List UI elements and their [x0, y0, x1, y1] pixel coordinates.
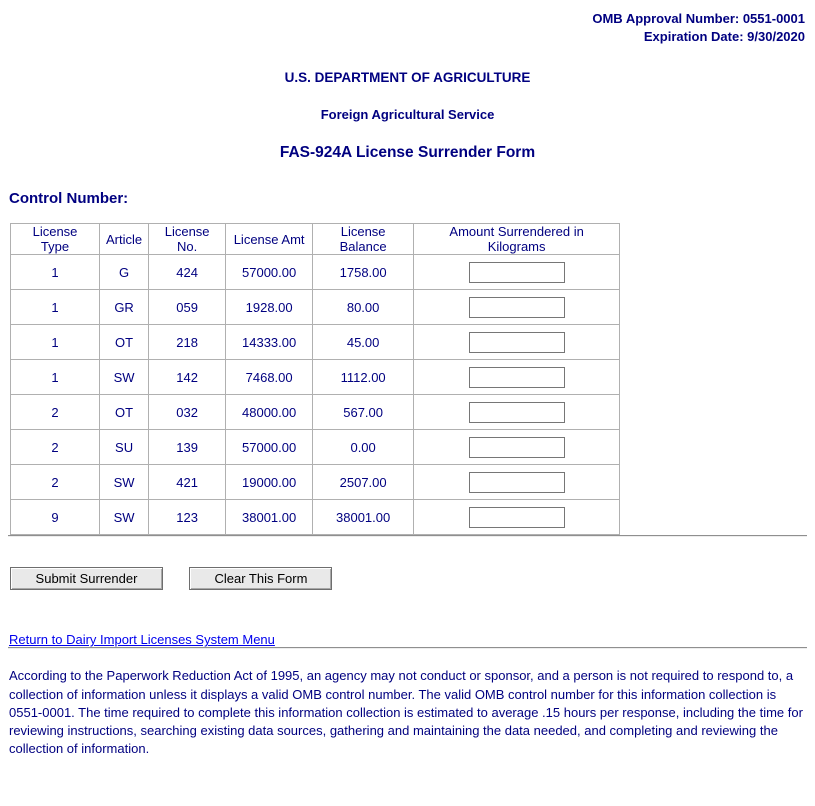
header-license-no: License No.: [149, 224, 226, 255]
license-type-cell: 1: [11, 290, 100, 325]
header-license-amt: License Amt: [226, 224, 313, 255]
license-balance-cell: 1112.00: [313, 360, 414, 395]
agency-title: Foreign Agricultural Service: [320, 107, 495, 123]
license-table: [10, 223, 620, 535]
table-row: [11, 465, 620, 500]
article-cell: GR: [100, 290, 149, 325]
clear-form-button[interactable]: Clear This Form: [189, 567, 332, 590]
license-type-cell: 9: [11, 500, 100, 535]
header-license-balance: License Balance: [313, 224, 414, 255]
table-row: [11, 290, 620, 325]
license-amt-cell: 14333.00: [226, 325, 313, 360]
link-row: [8, 632, 807, 647]
header-article: Article: [100, 224, 149, 255]
table-header-row: [11, 224, 620, 255]
amount-surrendered-cell: [414, 360, 620, 395]
license-no-cell: 421: [149, 465, 226, 500]
license-type-cell: 1: [11, 325, 100, 360]
amount-surrendered-input[interactable]: [469, 367, 565, 388]
amount-surrendered-input[interactable]: [469, 437, 565, 458]
license-amt-cell: 38001.00: [226, 500, 313, 535]
article-cell: SW: [100, 465, 149, 500]
license-no-cell: 142: [149, 360, 226, 395]
table-row: [11, 255, 620, 290]
amount-surrendered-cell: [414, 430, 620, 465]
license-amt-cell: 1928.00: [226, 290, 313, 325]
amount-surrendered-input[interactable]: [469, 507, 565, 528]
license-balance-cell: 0.00: [313, 430, 414, 465]
license-no-cell: 218: [149, 325, 226, 360]
table-row: [11, 430, 620, 465]
license-no-cell: 059: [149, 290, 226, 325]
table-row: [11, 360, 620, 395]
license-balance-cell: 567.00: [313, 395, 414, 430]
amount-surrendered-cell: [414, 325, 620, 360]
header-amount-surrendered: Amount Surrendered in Kilograms: [414, 224, 620, 255]
return-to-menu-link[interactable]: Return to Dairy Import Licenses System Menu: [9, 632, 275, 648]
amount-surrendered-cell: [414, 465, 620, 500]
form-title: FAS-924A License Surrender Form: [279, 144, 536, 162]
submit-surrender-button[interactable]: Submit Surrender: [10, 567, 163, 590]
license-type-cell: 1: [11, 255, 100, 290]
omb-block: [8, 10, 807, 46]
amount-surrendered-input[interactable]: [469, 332, 565, 353]
license-balance-cell: 38001.00: [313, 500, 414, 535]
header-license-type: License Type: [11, 224, 100, 255]
amount-surrendered-input[interactable]: [469, 402, 565, 423]
omb-approval-number: OMB Approval Number: 0551-0001: [592, 11, 805, 26]
license-type-cell: 2: [11, 430, 100, 465]
license-balance-cell: 45.00: [313, 325, 414, 360]
amount-surrendered-input[interactable]: [469, 472, 565, 493]
license-amt-cell: 19000.00: [226, 465, 313, 500]
license-type-cell: 2: [11, 395, 100, 430]
article-cell: OT: [100, 395, 149, 430]
license-amt-cell: 57000.00: [226, 255, 313, 290]
table-row: [11, 500, 620, 535]
amount-surrendered-cell: [414, 500, 620, 535]
paperwork-reduction-act-notice: According to the Paperwork Reduction Act of 1995, an agency may not conduct or sponsor, and a person is not required to respond to, a collection of information unless it displays a valid OMB control number. The valid OMB control number for this information collection is 0551-0001. The time required to complete this information collection is estimated to average .15 hours per response, including the time for reviewing instructions, searching existing data sources, gathering and maintaining the data needed, and completing and reviewing the collection of information.: [9, 668, 803, 757]
article-cell: SU: [100, 430, 149, 465]
license-no-cell: 139: [149, 430, 226, 465]
divider-bottom: [8, 647, 807, 649]
license-balance-cell: 1758.00: [313, 255, 414, 290]
omb-expiration-date: Expiration Date: 9/30/2020: [643, 29, 805, 45]
article-cell: SW: [100, 500, 149, 535]
button-row: [8, 567, 807, 590]
license-balance-cell: 80.00: [313, 290, 414, 325]
license-type-cell: 1: [11, 360, 100, 395]
license-amt-cell: 7468.00: [226, 360, 313, 395]
license-amt-cell: 48000.00: [226, 395, 313, 430]
control-number-label: Control Number:: [9, 190, 129, 208]
department-title: U.S. DEPARTMENT OF AGRICULTURE: [284, 70, 531, 86]
article-cell: OT: [100, 325, 149, 360]
amount-surrendered-cell: [414, 290, 620, 325]
license-type-cell: 2: [11, 465, 100, 500]
article-cell: SW: [100, 360, 149, 395]
table-row: [11, 395, 620, 430]
license-no-cell: 032: [149, 395, 226, 430]
license-no-cell: 123: [149, 500, 226, 535]
license-amt-cell: 57000.00: [226, 430, 313, 465]
table-row: [11, 325, 620, 360]
amount-surrendered-cell: [414, 255, 620, 290]
divider-top: [8, 535, 807, 537]
amount-surrendered-cell: [414, 395, 620, 430]
article-cell: G: [100, 255, 149, 290]
amount-surrendered-input[interactable]: [469, 262, 565, 283]
amount-surrendered-input[interactable]: [469, 297, 565, 318]
license-balance-cell: 2507.00: [313, 465, 414, 500]
license-no-cell: 424: [149, 255, 226, 290]
